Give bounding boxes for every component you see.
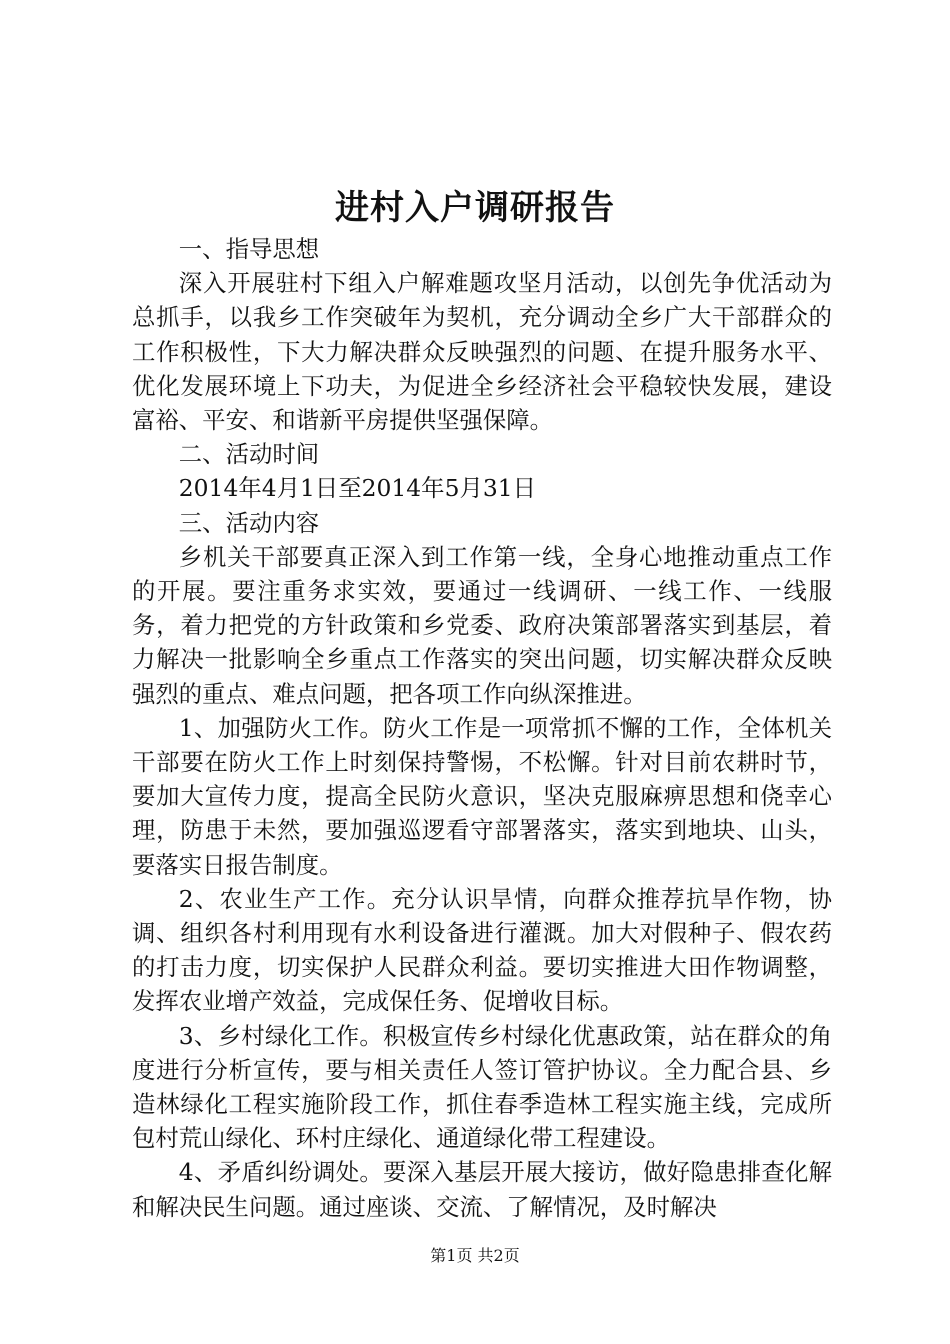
section-heading: 一、指导思想 — [178, 235, 320, 263]
document-body — [132, 232, 832, 1224]
section-heading: 二、活动时间 — [178, 440, 320, 469]
body-paragraph: 深入开展驻村下组入户解难题攻坚月活动，以创先争优活动为总抓手，以我乡工作突破年为契机，充分调动全乡广大干部群众的工作积极性，下大力解决群众反映强烈的问题、在提升服务水平、优化发展环境上下功夫，为促进全乡经济社会平稳较快发展，建设富裕、平安、和谐新平房提供坚强保障。 — [132, 269, 832, 435]
body-paragraph: 1、加强防火工作。防火工作是一项常抓不懈的工作，全体机关干部要在防火工作上时刻保持警惕，不松懈。针对目前农耕时节，要加大宣传力度，提高全民防火意识，坚决克服麻痹思想和侥幸心理，防患于未然，要加强巡逻看守部署落实，落实到地块、山头，要落实日报告制度。 — [132, 713, 832, 879]
body-paragraph: 4、矛盾纠纷调处。要深入基层开展大接访，做好隐患排查化解和解决民生问题。通过座谈、交流、了解情况，及时解决 — [132, 1158, 832, 1221]
body-paragraph: 2、农业生产工作。充分认识旱情，向群众推荐抗旱作物，协调、组织各村利用现有水利设备进行灌溉。加大对假种子、假农药的打击力度，切实保护人民群众利益。要切实推进大田作物调整，发挥农业增产效益，完成保任务、促增收目标。 — [132, 884, 832, 1016]
document-title: 进村入户调研报告 — [335, 188, 615, 228]
section-heading: 三、活动内容 — [178, 508, 320, 537]
body-paragraph: 2014年4月1日至2014年5月31日 — [178, 474, 536, 503]
body-paragraph: 3、乡村绿化工作。积极宣传乡村绿化优惠政策，站在群众的角度进行分析宣传，要与相关责任人签订管护协议。全力配合县、乡造林绿化工程实施阶段工作，抓住春季造林工程实施主线，完成所包村荒山绿化、环村庄绿化、通道绿化带工程建设。 — [132, 1021, 832, 1153]
body-paragraph: 乡机关干部要真正深入到工作第一线，全身心地推动重点工作的开展。要注重务求实效，要通过一线调研、一线工作、一线服务，着力把党的方针政策和乡党委、政府决策部署落实到基层，着力解决一批影响全乡重点工作落实的突出问题，切实解决群众反映强烈的重点、难点问题，把各项工作向纵深推进。 — [132, 542, 832, 708]
page-number-footer: 第1页 共2页 — [430, 1246, 520, 1265]
